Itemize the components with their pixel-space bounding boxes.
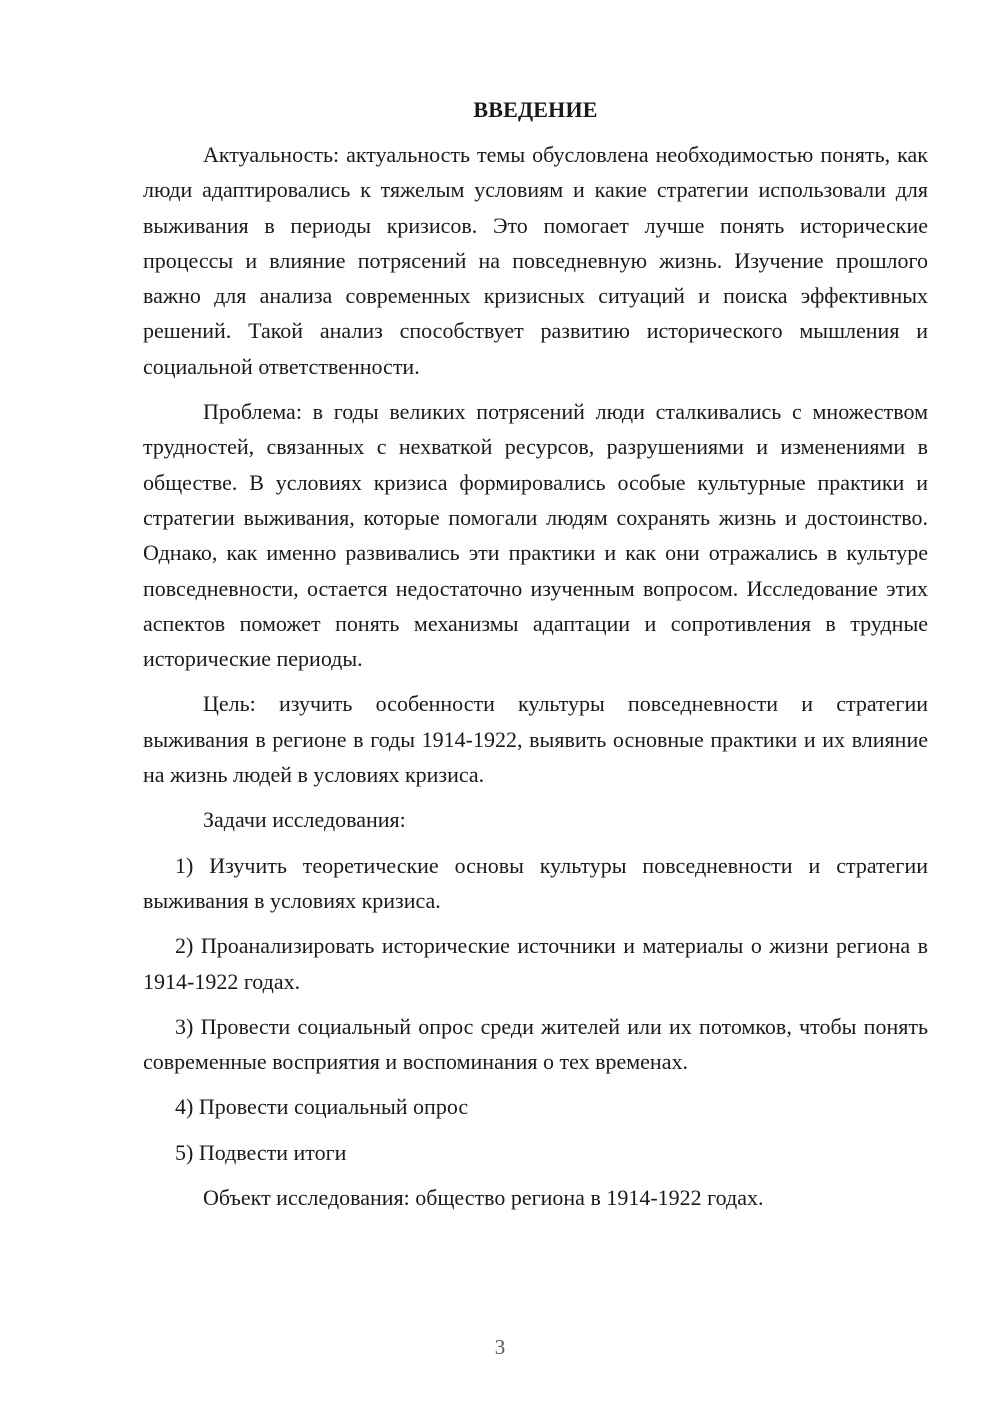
document-page bbox=[143, 92, 928, 1215]
relevance-paragraph: Актуальность: актуальность темы обусловлена необходимостью понять, как люди адаптировались к тяжелым условиям и какие стратегии использовали для выживания в периоды кризисов. Это помогает лучше понять исторические процессы и влияние потрясений на повседневную жизнь. Изучение прошлого важно для анализа современных кризисных ситуаций и поиска эффективных решений. Такой анализ способствует развитию исторического мышления и социальной ответственности. bbox=[143, 142, 928, 379]
task-item-2: 2) Проанализировать исторические источники и материалы о жизни региона в 1914-1922 годах. bbox=[143, 933, 928, 994]
goal-paragraph: Цель: изучить особенности культуры повседневности и стратегии выживания в регионе в годы 1914-1922, выявить основные практики и их влияние на жизнь людей в условиях кризиса. bbox=[143, 691, 928, 788]
problem-paragraph: Проблема: в годы великих потрясений люди сталкивались с множеством трудностей, связанных с нехваткой ресурсов, разрушениями и изменениями в обществе. В условиях кризиса формировались особые культурные практики и стратегии выживания, которые помогали людям сохранять жизнь и достоинство. Однако, как именно развивались эти практики и как они отражались в культуре повседневности, остается недостаточно изученным вопросом. Исследование этих аспектов поможет понять механизмы адаптации и сопротивления в трудные исторические периоды. bbox=[143, 399, 928, 672]
section-heading: ВВЕДЕНИЕ bbox=[473, 97, 598, 122]
page-number: 3 bbox=[494, 1335, 506, 1359]
task-item-4: 4) Провести социальный опрос bbox=[175, 1094, 469, 1120]
task-item-1: 1) Изучить теоретические основы культуры повседневности и стратегии выживания в условиях кризиса. bbox=[143, 852, 928, 913]
task-item-5: 5) Подвести итоги bbox=[175, 1139, 347, 1165]
tasks-title: Задачи исследования: bbox=[203, 807, 406, 833]
task-item-3: 3) Провести социальный опрос среди жителей или их потомков, чтобы понять современные восприятия и воспоминания о тех временах. bbox=[143, 1013, 928, 1075]
object-paragraph: Объект исследования: общество региона в 1914-1922 годах. bbox=[203, 1185, 764, 1211]
